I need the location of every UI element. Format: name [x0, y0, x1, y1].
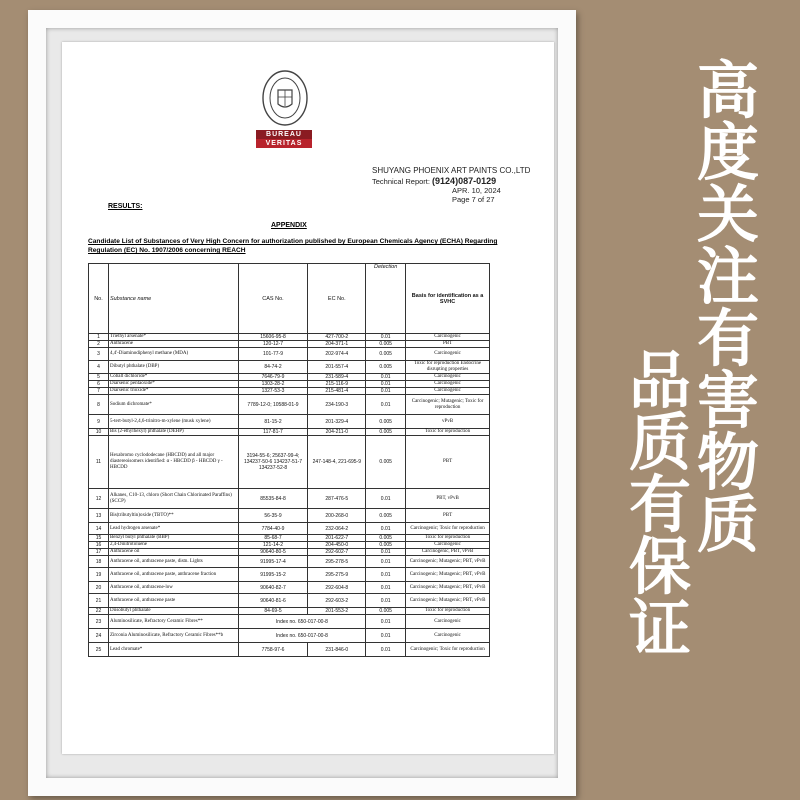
cas-number: 15606-95-8 [238, 334, 308, 341]
substance-name: Anthracene oil [108, 549, 238, 556]
substance-name: Anthracene oil, anthracene paste, anthracene fraction [108, 568, 238, 582]
cas-number: 1303-28-2 [238, 381, 308, 388]
table-row [89, 374, 490, 381]
detection-limit: 0.005 [366, 608, 406, 615]
substance-name: Anthracene [108, 341, 238, 348]
row-number: 22 [89, 608, 109, 615]
cas-number: 120-12-7 [238, 341, 308, 348]
svhc-basis: Toxic for reproduction [406, 429, 490, 436]
row-number: 21 [89, 594, 109, 608]
ec-number: 201-557-4 [308, 361, 366, 374]
page-number: Page 7 of 27 [452, 195, 495, 204]
cas-number: 121-14-2 [238, 542, 308, 549]
row-number: 15 [89, 535, 109, 542]
ec-number: 247-148-4, 221-695-9 [308, 436, 366, 489]
table-row [89, 415, 490, 429]
row-number: 25 [89, 643, 109, 657]
detection-limit: 0.01 [366, 334, 406, 341]
substance-name: 2,4-Dinitrotoluene [108, 542, 238, 549]
ec-number: 295-275-9 [308, 568, 366, 582]
row-number: 1 [89, 334, 109, 341]
svhc-basis: Carcinogenic [406, 381, 490, 388]
detection-limit: 0.01 [366, 615, 406, 629]
cas-number: 84-74-2 [238, 361, 308, 374]
table-row [89, 395, 490, 415]
ec-number: 292-602-7 [308, 549, 366, 556]
svhc-basis: Carcinogenic; Mutagenic; Toxic for reproduction [406, 395, 490, 415]
results-label: RESULTS: [108, 203, 143, 210]
substance-name: Aluminosilicate, Refractory Ceramic Fibres** [108, 615, 238, 629]
substance-name: Zirconia Aluminosilicate, Refractory Ceramic Fibres**b [108, 629, 238, 643]
table-row [89, 341, 490, 348]
substance-name: Sodium dichromate* [108, 395, 238, 415]
table-row [89, 429, 490, 436]
row-number: 9 [89, 415, 109, 429]
svhc-basis: Toxic for reproduction Endocrine disrupting properties [406, 361, 490, 374]
table-row [89, 388, 490, 395]
svhc-basis: Carcinogenic [406, 374, 490, 381]
cas-number: 56-35-9 [238, 509, 308, 523]
report-label: Technical Report: [372, 177, 430, 186]
table-row [89, 361, 490, 374]
ec-number: 200-268-0 [308, 509, 366, 523]
table-row [89, 334, 490, 341]
company-name: SHUYANG PHOENIX ART PAINTS CO.,LTD [372, 166, 531, 175]
svhc-basis: Carcinogenic; Mutagenic; PBT, vPvB [406, 582, 490, 594]
svhc-basis: Carcinogenic; Mutagenic; PBT, vPvB [406, 568, 490, 582]
svhc-basis: Carcinogenic; Toxic for reproduction [406, 523, 490, 535]
header-detection: Detection [366, 264, 406, 334]
row-number: 2 [89, 341, 109, 348]
ec-number: 201-329-4 [308, 415, 366, 429]
substance-name: 4,4'-Diaminodiphenyl methane (MDA) [108, 348, 238, 361]
detection-limit: 0.01 [366, 374, 406, 381]
ec-number: 215-481-4 [308, 388, 366, 395]
detection-limit: 0.01 [366, 523, 406, 535]
detection-limit: 0.01 [366, 582, 406, 594]
detection-limit: 0.01 [366, 643, 406, 657]
substance-name: Bis(tributyltin)oxide (TBTO)** [108, 509, 238, 523]
row-number: 5 [89, 374, 109, 381]
substance-name: Hexabromo cyclododecane (HBCDD) and all major diastereoisomers identified: α - HBCDD β - HBCDD γ - HBCDD [108, 436, 238, 489]
cas-number: 90640-81-6 [238, 594, 308, 608]
cas-number: 3194-55-6; 25637-99-4; 134237-50-6 134237-51-7 134237-52-8 [238, 436, 308, 489]
ec-number: 201-553-2 [308, 608, 366, 615]
detection-limit: 0.005 [366, 429, 406, 436]
ec-number: 234-190-3 [308, 395, 366, 415]
report-number: (9124)087-0129 [432, 176, 497, 186]
row-number: 14 [89, 523, 109, 535]
logo-word-bureau: BUREAU [256, 130, 312, 139]
row-number: 4 [89, 361, 109, 374]
detection-limit: 0.005 [366, 509, 406, 523]
row-number: 6 [89, 381, 109, 388]
substance-name: Diisobutyl phthalate [108, 608, 238, 615]
svhc-basis: Carcinogenic [406, 615, 490, 629]
row-number: 20 [89, 582, 109, 594]
substance-name: Anthracene oil, anthracene paste [108, 594, 238, 608]
ec-number: 287-476-5 [308, 489, 366, 509]
detection-limit: 0.01 [366, 395, 406, 415]
row-number: 10 [89, 429, 109, 436]
substance-name: Anthracene oil, anthracene paste, distn. Lights [108, 556, 238, 568]
table-row [89, 509, 490, 523]
cas-number: 90640-82-7 [238, 582, 308, 594]
row-number: 24 [89, 629, 109, 643]
appendix-title: APPENDIX [271, 222, 307, 229]
substance-name: Diarsenic trioxide* [108, 388, 238, 395]
detection-limit: 0.005 [366, 436, 406, 489]
table-row [89, 523, 490, 535]
cas-number: 101-77-9 [238, 348, 308, 361]
header-cas: CAS No. [238, 264, 308, 334]
ec-number: 204-211-0 [308, 429, 366, 436]
svhc-basis: Carcinogenic, PBT, vPvB [406, 549, 490, 556]
report-number-line [372, 176, 496, 186]
cas-number: 7646-79-9 [238, 374, 308, 381]
cas-number: 91995-15-2 [238, 568, 308, 582]
substance-name: Triethyl arsenate* [108, 334, 238, 341]
detection-limit: 0.01 [366, 556, 406, 568]
row-number: 11 [89, 436, 109, 489]
svhc-basis: PBT [406, 509, 490, 523]
substance-name: Dibutyl phthalate (DBP) [108, 361, 238, 374]
substance-name: Lead chromate* [108, 643, 238, 657]
svhc-table [88, 263, 490, 657]
detection-limit: 0.005 [366, 348, 406, 361]
cas-number: Index no. 650-017-00-8 [238, 629, 366, 643]
ec-number: 215-116-9 [308, 381, 366, 388]
row-number: 17 [89, 549, 109, 556]
detection-limit: 0.01 [366, 549, 406, 556]
cas-number: 90640-80-5 [238, 549, 308, 556]
cas-number: 117-81-7 [238, 429, 308, 436]
ec-number: 204-371-1 [308, 341, 366, 348]
svhc-basis: Carcinogenic [406, 542, 490, 549]
row-number: 16 [89, 542, 109, 549]
table-row [89, 594, 490, 608]
svhc-basis: Carcinogenic [406, 388, 490, 395]
table-row [89, 568, 490, 582]
row-number: 8 [89, 395, 109, 415]
table-row [89, 489, 490, 509]
table-header-row [89, 264, 490, 334]
header-ec: EC No. [308, 264, 366, 334]
detection-limit: 0.005 [366, 361, 406, 374]
svhc-basis: PBT [406, 341, 490, 348]
row-number: 18 [89, 556, 109, 568]
ec-number: 232-064-2 [308, 523, 366, 535]
table-caption: Candidate List of Substances of Very High Concern for authorization published by European Chemicals Agency (ECHA) Regarding Regulation (EC) No. 1907/2006 concerning REACH [88, 238, 498, 254]
table-row [89, 535, 490, 542]
substance-name: Bis (2-ethylhexyl) phthalate (DEHP) [108, 429, 238, 436]
row-number: 12 [89, 489, 109, 509]
svhc-basis: PBT, vPvB [406, 489, 490, 509]
substance-name: Cobalt dichloride* [108, 374, 238, 381]
substance-name: Benzyl butyl phthalate (BBP) [108, 535, 238, 542]
cas-number: 7784-40-9 [238, 523, 308, 535]
row-number: 23 [89, 615, 109, 629]
cas-number: 7758-97-6 [238, 643, 308, 657]
substance-name: Anthracene oil, anthracene-low [108, 582, 238, 594]
table-row [89, 549, 490, 556]
header-basis: Basis for identification as a SVHC [406, 264, 490, 334]
cas-number: 91995-17-4 [238, 556, 308, 568]
ec-number: 292-604-8 [308, 582, 366, 594]
svhc-basis: Carcinogenic; Mutagenic; PBT, vPvB [406, 556, 490, 568]
cas-number: 84-69-5 [238, 608, 308, 615]
table-row [89, 381, 490, 388]
detection-limit: 0.01 [366, 489, 406, 509]
cas-number: 81-15-2 [238, 415, 308, 429]
side-slogan-quality: 品质有保证 [628, 344, 691, 665]
row-number: 19 [89, 568, 109, 582]
svhc-basis: PBT [406, 436, 490, 489]
table-row [89, 615, 490, 629]
header-substance: Substance name [108, 264, 238, 334]
svhc-basis: Carcinogenic; Toxic for reproduction [406, 643, 490, 657]
header-no: No. [89, 264, 109, 334]
cas-number: Index no. 650-017-00-8 [238, 615, 366, 629]
ec-number: 204-450-0 [308, 542, 366, 549]
row-number: 7 [89, 388, 109, 395]
ec-number: 201-622-7 [308, 535, 366, 542]
row-number: 13 [89, 509, 109, 523]
svhc-basis: Carcinogenic; Mutagenic; PBT, vPvB [406, 594, 490, 608]
ec-number: 427-700-2 [308, 334, 366, 341]
table-row [89, 582, 490, 594]
detection-limit: 0.005 [366, 542, 406, 549]
ec-number: 295-278-5 [308, 556, 366, 568]
detection-limit: 0.005 [366, 415, 406, 429]
svhc-basis: Toxic for reproduction [406, 608, 490, 615]
svhc-basis: vPvB [406, 415, 490, 429]
svhc-basis: Carcinogenic [406, 629, 490, 643]
detection-limit: 0.005 [366, 341, 406, 348]
detection-limit: 0.01 [366, 568, 406, 582]
detection-limit: 0.01 [366, 594, 406, 608]
cas-number: 85-68-7 [238, 535, 308, 542]
substance-name: Alkanes, C10-13, chloro (Short Chain Chlorinated Paraffins) (SCCP) [108, 489, 238, 509]
cas-number: 85535-84-8 [238, 489, 308, 509]
cas-number: 7789-12-0; 10588-01-9 [238, 395, 308, 415]
row-number: 3 [89, 348, 109, 361]
bureau-veritas-logo [256, 68, 316, 148]
table-row [89, 348, 490, 361]
side-slogan-hazard: 高度关注有害物质 [696, 54, 759, 561]
detection-limit: 0.01 [366, 629, 406, 643]
table-row [89, 436, 490, 489]
logo-word-veritas: VERITAS [256, 139, 312, 148]
table-row [89, 556, 490, 568]
table-row [89, 542, 490, 549]
table-row [89, 608, 490, 615]
substance-name: 5-tert-butyl-2,4,6-trinitro-m-xylene (musk xylene) [108, 415, 238, 429]
report-date: APR. 10, 2024 [452, 186, 501, 195]
svhc-basis: Toxic for reproduction [406, 535, 490, 542]
bureau-veritas-seal-icon [256, 68, 314, 130]
table-row [89, 643, 490, 657]
ec-number: 292-603-2 [308, 594, 366, 608]
table-row [89, 629, 490, 643]
svhc-basis: Carcinogenic [406, 348, 490, 361]
detection-limit: 0.01 [366, 381, 406, 388]
ec-number: 231-589-4 [308, 374, 366, 381]
detection-limit: 0.005 [366, 535, 406, 542]
substance-name: Diarsenic pentaoxide* [108, 381, 238, 388]
ec-number: 231-846-0 [308, 643, 366, 657]
detection-limit: 0.01 [366, 388, 406, 395]
ec-number: 202-974-4 [308, 348, 366, 361]
substance-name: Lead hydrogen arsenate* [108, 523, 238, 535]
svhc-basis: Carcinogenic [406, 334, 490, 341]
cas-number: 1327-53-3 [238, 388, 308, 395]
